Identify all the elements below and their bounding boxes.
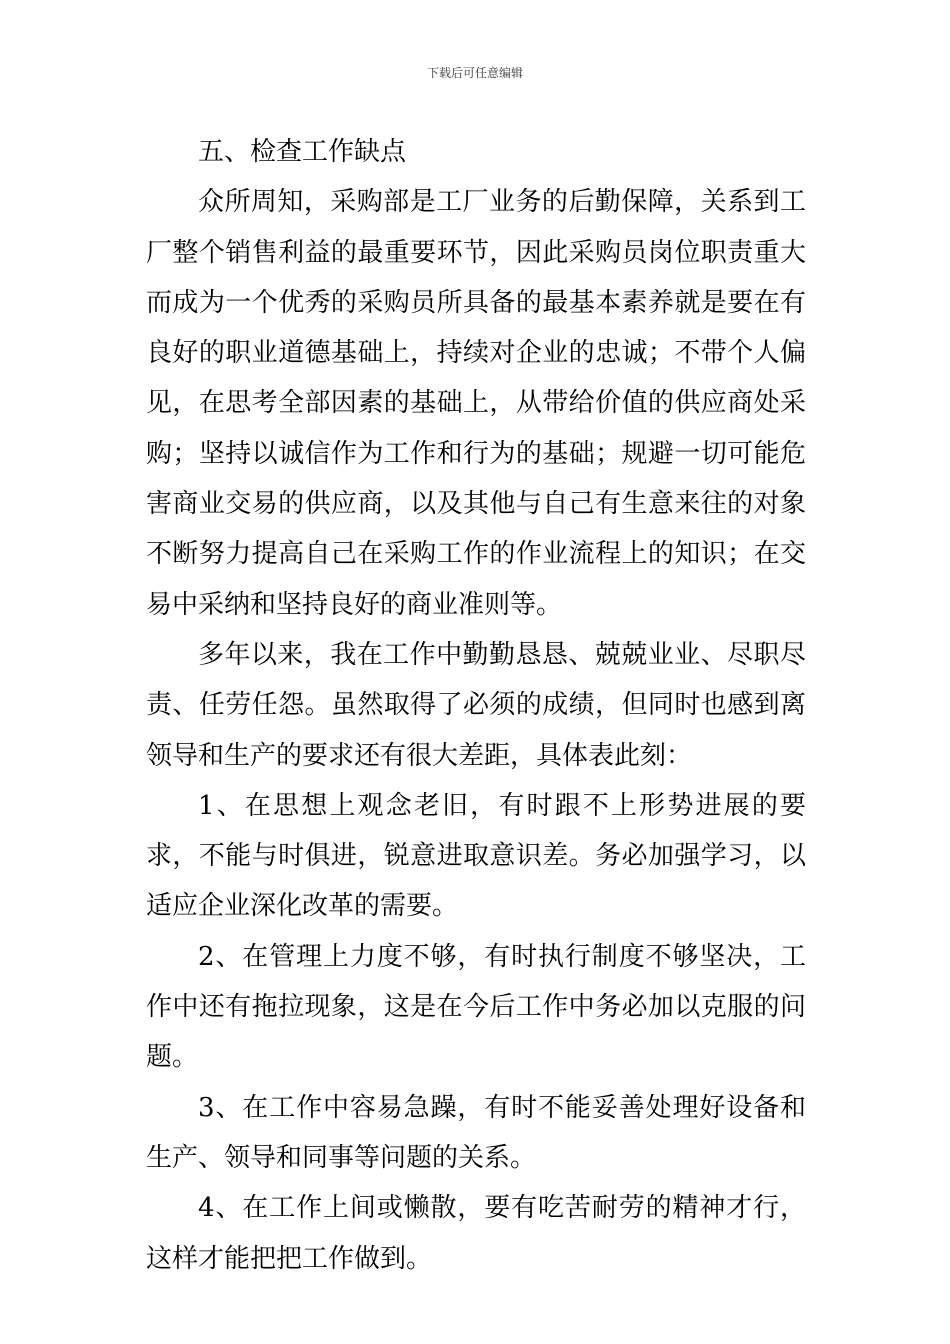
- list-item-1: 1、在思想上观念老旧，有时跟不上形势进展的要求，不能与时俱进，锐意进取意识差。务必加强学习，以适应企业深化改革的需要。: [146, 790, 806, 922]
- header-note: 下载后可任意编辑: [426, 66, 523, 80]
- list-item-2: 2、在管理上力度不够，有时执行制度不够坚决，工作中还有拖拉现象，这是在今后工作中务必加以克服的问题。: [146, 941, 806, 1073]
- list-item-3: 3、在工作中容易急躁，有时不能妥善处理好设备和生产、领导和同事等问题的关系。: [146, 1092, 806, 1173]
- section-heading: 五、检查工作缺点: [198, 137, 407, 167]
- list-item-4: 4、在工作上间或懒散，要有吃苦耐劳的精神才行，这样才能把把工作做到。: [146, 1193, 806, 1274]
- document-body: [146, 127, 806, 1284]
- paragraph-purchasing-role: 众所周知，采购部是工厂业务的后勤保障，关系到工厂整个销售利益的最重要环节，因此采购员岗位职责重大而成为一个优秀的采购员所具备的最基本素养就是要在有良好的职业道德基础上，持续对企业的忠诚；不带个人偏见，在思考全部因素的基础上，从带给价值的供应商处采购；坚持以诚信作为工作和行为的基础；规避一切可能危害商业交易的供应商，以及其他与自己有生意来往的对象不断努力提高自己在采购工作的作业流程上的知识；在交易中采纳和坚持良好的商业准则等。: [146, 187, 806, 620]
- paragraph-work-summary: 多年以来，我在工作中勤勤恳恳、兢兢业业、尽职尽责、任劳任怨。虽然取得了必须的成绩，但同时也感到离领导和生产的要求还有很大差距，具体表此刻：: [146, 639, 806, 771]
